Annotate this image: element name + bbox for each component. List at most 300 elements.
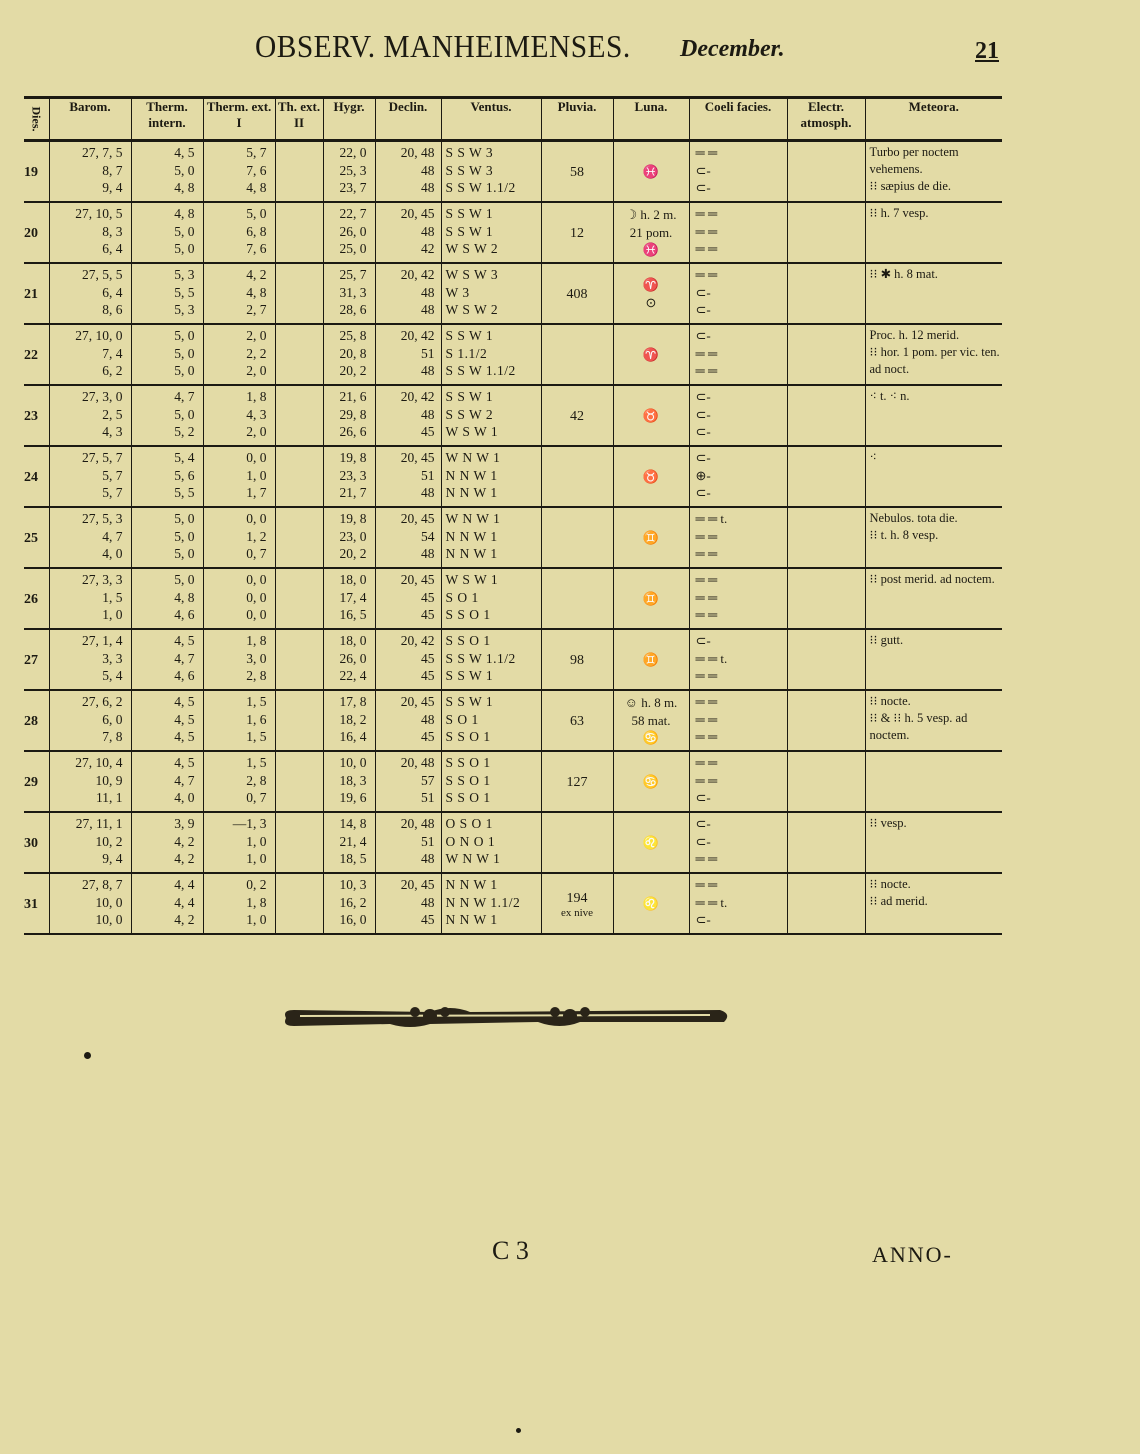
- cell-hygr: [323, 751, 375, 812]
- cell-coeli-line: ═ ═: [695, 241, 718, 256]
- cell-therm-ext2: [275, 141, 323, 203]
- table-header-row: [24, 98, 1002, 141]
- cell-coeli-line: ⊂-: [695, 485, 711, 500]
- cell-barom-line: 27, 5, 7: [82, 450, 123, 465]
- pluvia-value: 127: [566, 774, 588, 790]
- cell-day: 26: [24, 568, 49, 629]
- cell-declin: [375, 141, 441, 203]
- col-header-therm-intern: Therm. intern.: [131, 98, 203, 141]
- pluvia-value: 63: [570, 713, 584, 729]
- cell-ventus: [441, 751, 541, 812]
- cell-declin-line: 48: [421, 302, 435, 317]
- cell-hygr-line: 25, 8: [339, 328, 367, 343]
- cell-declin: [375, 324, 441, 385]
- cell-coeli: [689, 690, 787, 751]
- cell-declin-line: 20, 42: [400, 328, 435, 343]
- cell-hygr: [323, 812, 375, 873]
- cell-meteora-line: ⁝⁝ & ⁝⁝ h. 5 vesp. ad noctem.: [869, 711, 968, 742]
- cell-declin: [375, 568, 441, 629]
- cell-coeli: [689, 568, 787, 629]
- cell-hygr-line: 22, 7: [339, 206, 367, 221]
- cell-ventus-line: O N O 1: [445, 833, 496, 849]
- cell-therm-ext1-line: 1, 2: [246, 528, 267, 544]
- cell-therm-ext1-line: 1, 5: [246, 694, 267, 709]
- cell-therm-ext2: [275, 812, 323, 873]
- cell-pluvia: [541, 812, 613, 873]
- cell-barom: [49, 507, 131, 568]
- cell-barom: [49, 751, 131, 812]
- cell-luna-line: ♌: [642, 834, 660, 850]
- cell-therm-intern-line: 5, 0: [174, 528, 195, 544]
- col-header-luna: Luna.: [613, 98, 689, 141]
- cell-meteora: [865, 202, 1002, 263]
- cell-barom-line: 3, 3: [102, 650, 123, 666]
- cell-luna-line: ♈: [642, 346, 660, 362]
- cell-therm-intern-line: 4, 5: [174, 711, 195, 727]
- cell-ventus-line: S S W 1.1/2: [445, 363, 516, 378]
- cell-therm-intern-line: 5, 3: [174, 302, 195, 317]
- cell-pluvia: [541, 629, 613, 690]
- cell-hygr-line: 14, 8: [339, 816, 367, 831]
- col-header-coeli: Coeli facies.: [689, 98, 787, 141]
- cell-therm-intern: [131, 568, 203, 629]
- cell-therm-ext2: [275, 263, 323, 324]
- cell-therm-intern-line: 4, 8: [174, 206, 195, 221]
- cell-hygr: [323, 263, 375, 324]
- cell-declin-line: 48: [421, 223, 435, 239]
- page-month: December.: [680, 36, 785, 62]
- cell-hygr-line: 26, 6: [339, 424, 367, 439]
- cell-therm-intern-line: 5, 0: [174, 345, 195, 361]
- cell-luna: [613, 141, 689, 203]
- cell-ventus-line: S 1.1/2: [445, 345, 488, 361]
- cell-hygr-line: 21, 7: [339, 485, 367, 500]
- col-header-meteora: Meteora.: [865, 98, 1002, 141]
- cell-hygr-line: 18, 5: [339, 851, 367, 866]
- cell-meteora-line: ⁝⁝ sæpius de die.: [869, 179, 952, 193]
- pluvia-value: 42: [570, 408, 584, 424]
- cell-therm-ext1-line: 2, 8: [246, 772, 267, 788]
- cell-electr: [787, 324, 865, 385]
- cell-therm-ext1: [203, 202, 275, 263]
- cell-therm-intern-line: 4, 6: [174, 607, 195, 622]
- cell-coeli-line: ⊂-: [695, 450, 711, 465]
- cell-coeli-line: ═ ═: [695, 206, 718, 221]
- cell-declin-line: 54: [421, 528, 435, 544]
- cell-ventus: [441, 202, 541, 263]
- cell-coeli-line: ═ ═: [695, 572, 718, 587]
- cell-luna-line: ♊: [642, 529, 660, 545]
- cell-pluvia: [541, 507, 613, 568]
- table-row: [24, 873, 1002, 934]
- cell-declin-line: 48: [421, 485, 435, 500]
- cell-ventus-line: W S W 1: [445, 572, 499, 587]
- table-row: [24, 690, 1002, 751]
- table-row: [24, 812, 1002, 873]
- cell-declin-line: 20, 48: [400, 145, 435, 160]
- pluvia-note: ex nive: [560, 907, 594, 920]
- cell-meteora-line: ⁝⁝ gutt.: [869, 633, 904, 647]
- cell-therm-ext1-line: 1, 0: [246, 912, 267, 927]
- cell-therm-ext1-line: 0, 7: [246, 546, 267, 561]
- cell-therm-intern-line: 5, 0: [174, 511, 195, 526]
- cell-luna-line: ⊙: [645, 294, 657, 310]
- cell-barom: [49, 263, 131, 324]
- cell-declin-line: 57: [421, 772, 435, 788]
- cell-ventus-line: S S W 1: [445, 694, 494, 709]
- cell-ventus-line: W N W 1: [445, 511, 501, 526]
- cell-declin-line: 20, 48: [400, 755, 435, 770]
- cell-therm-intern: [131, 751, 203, 812]
- cell-coeli-line: ═ ═: [695, 694, 718, 709]
- cell-coeli-line: ═ ═: [695, 223, 718, 239]
- cell-hygr-line: 21, 4: [339, 833, 367, 849]
- cell-meteora: [865, 690, 1002, 751]
- page-header: [0, 28, 1140, 74]
- cell-ventus: [441, 812, 541, 873]
- cell-declin-line: 48: [421, 851, 435, 866]
- cell-declin-line: 48: [421, 284, 435, 300]
- cell-hygr-line: 10, 0: [339, 755, 367, 770]
- cell-hygr-line: 20, 2: [339, 546, 367, 561]
- cell-ventus: [441, 690, 541, 751]
- cell-hygr-line: 29, 8: [339, 406, 367, 422]
- cell-therm-ext1-line: 1, 6: [246, 711, 267, 727]
- cell-therm-intern-line: 5, 0: [174, 162, 195, 178]
- cell-meteora: [865, 507, 1002, 568]
- table-row: [24, 141, 1002, 203]
- table-row: [24, 324, 1002, 385]
- cell-coeli-line: ⊂-: [695, 302, 711, 317]
- cell-meteora-line: ⁖ t. ⁖ n.: [869, 389, 910, 403]
- cell-declin-line: 20, 45: [400, 511, 435, 526]
- cell-ventus-line: N N W 1: [445, 912, 498, 927]
- cell-therm-ext1-line: 4, 8: [246, 180, 267, 195]
- cell-barom-line: 27, 5, 5: [82, 267, 123, 282]
- cell-day: 20: [24, 202, 49, 263]
- cell-therm-intern-line: 4, 5: [174, 633, 195, 648]
- cell-therm-ext1-line: 2, 7: [246, 302, 267, 317]
- cell-coeli-line: ═ ═: [695, 589, 718, 605]
- cell-luna-line: ☽ h. 2 m.: [625, 207, 677, 223]
- cell-therm-ext1-line: 5, 0: [246, 206, 267, 221]
- cell-electr: [787, 141, 865, 203]
- cell-therm-ext1-line: 0, 0: [246, 607, 267, 622]
- cell-ventus-line: W N W 1: [445, 450, 501, 465]
- cell-therm-ext2: [275, 629, 323, 690]
- cell-ventus: [441, 385, 541, 446]
- cell-hygr-line: 17, 8: [339, 694, 367, 709]
- cell-therm-ext1-line: 7, 6: [246, 241, 267, 256]
- table-row: [24, 568, 1002, 629]
- cell-hygr-line: 31, 3: [339, 284, 367, 300]
- cell-therm-intern-line: 5, 0: [174, 363, 195, 378]
- cell-hygr-line: 18, 2: [339, 711, 367, 727]
- cell-therm-ext2: [275, 751, 323, 812]
- cell-ventus-line: S S W 3: [445, 145, 494, 160]
- cell-pluvia: [541, 324, 613, 385]
- cell-therm-intern-line: 5, 5: [174, 284, 195, 300]
- cell-barom-line: 27, 10, 0: [75, 328, 123, 343]
- cell-coeli-line: ═ ═: [695, 607, 718, 622]
- cell-hygr-line: 16, 4: [339, 729, 367, 744]
- cell-hygr: [323, 629, 375, 690]
- cell-meteora: [865, 629, 1002, 690]
- cell-meteora: [865, 141, 1002, 203]
- cell-luna: [613, 629, 689, 690]
- cell-therm-ext1: [203, 751, 275, 812]
- cell-declin-line: 48: [421, 894, 435, 910]
- cell-barom: [49, 568, 131, 629]
- table-row: [24, 751, 1002, 812]
- cell-declin-line: 48: [421, 546, 435, 561]
- cell-coeli: [689, 385, 787, 446]
- cell-luna: [613, 263, 689, 324]
- cell-hygr: [323, 568, 375, 629]
- cell-hygr-line: 18, 0: [339, 633, 367, 648]
- cell-coeli-line: ═ ═ t.: [695, 894, 728, 910]
- cell-therm-intern-line: 4, 7: [174, 772, 195, 788]
- cell-luna: [613, 324, 689, 385]
- observations-table: [24, 96, 1002, 935]
- cell-barom-line: 11, 1: [96, 790, 123, 805]
- cell-therm-ext1: [203, 141, 275, 203]
- cell-coeli: [689, 141, 787, 203]
- cell-therm-ext2: [275, 690, 323, 751]
- cell-ventus: [441, 507, 541, 568]
- cell-barom: [49, 324, 131, 385]
- cell-barom-line: 9, 4: [102, 180, 123, 195]
- cell-therm-ext1: [203, 812, 275, 873]
- cell-ventus-line: N N W 1: [445, 467, 498, 483]
- cell-hygr-line: 22, 0: [339, 145, 367, 160]
- cell-barom: [49, 446, 131, 507]
- cell-meteora: [865, 568, 1002, 629]
- cell-coeli-line: ⊂-: [695, 633, 711, 648]
- cell-luna-line: ♉: [642, 468, 660, 484]
- cell-ventus: [441, 873, 541, 934]
- cell-meteora: [865, 263, 1002, 324]
- cell-barom-line: 6, 0: [102, 711, 123, 727]
- cell-ventus-line: W S W 1: [445, 424, 499, 439]
- cell-barom-line: 27, 5, 3: [82, 511, 123, 526]
- cell-luna: [613, 751, 689, 812]
- cell-therm-ext1-line: 0, 2: [246, 877, 267, 892]
- col-header-electr: Electr. atmosph.: [787, 98, 865, 141]
- cell-electr: [787, 202, 865, 263]
- cell-luna-line: ♈: [642, 277, 660, 292]
- cell-therm-ext2: [275, 385, 323, 446]
- col-header-dies: Dies.: [24, 98, 49, 141]
- cell-barom-line: 9, 4: [102, 851, 123, 866]
- cell-hygr-line: 21, 6: [339, 389, 367, 404]
- cell-therm-intern-line: 5, 6: [174, 467, 195, 483]
- cell-ventus-line: S S W 1: [445, 389, 494, 404]
- cell-barom-line: 4, 0: [102, 546, 123, 561]
- cell-therm-intern-line: 4, 2: [174, 912, 195, 927]
- cell-therm-ext1-line: 2, 0: [246, 424, 267, 439]
- pluvia-value: 408: [566, 286, 588, 302]
- cell-therm-ext2: [275, 202, 323, 263]
- pluvia-value: 58: [570, 164, 584, 180]
- col-header-therm-ext1: Therm. ext. I: [203, 98, 275, 141]
- cell-ventus-line: S S O 1: [445, 633, 491, 648]
- cell-barom-line: 5, 7: [102, 467, 123, 483]
- cell-therm-ext1-line: 1, 7: [246, 485, 267, 500]
- cell-day: 23: [24, 385, 49, 446]
- cell-meteora-line: ⁝⁝ ✱ h. 8 mat.: [869, 267, 938, 281]
- cell-therm-ext1-line: 6, 8: [246, 223, 267, 239]
- cell-luna-line: ♓: [642, 242, 660, 258]
- cell-therm-ext1: [203, 324, 275, 385]
- cell-coeli-line: ⊂-: [695, 162, 711, 178]
- cell-barom-line: 7, 4: [102, 345, 123, 361]
- cell-luna-line: 21 pom.: [629, 224, 673, 240]
- table-row: [24, 385, 1002, 446]
- cell-ventus-line: S S O 1: [445, 607, 491, 622]
- cell-therm-ext1-line: 2, 0: [246, 363, 267, 378]
- cell-hygr-line: 25, 7: [339, 267, 367, 282]
- cell-therm-ext1-line: 0, 0: [246, 511, 267, 526]
- cell-day: 24: [24, 446, 49, 507]
- cell-therm-ext1-line: 2, 2: [246, 345, 267, 361]
- cell-therm-intern-line: 4, 5: [174, 145, 195, 160]
- pluvia-value: 194: [566, 890, 588, 906]
- cell-luna-line: ♉: [642, 407, 660, 423]
- table-body: [24, 141, 1002, 935]
- cell-meteora-line: ⁝⁝ nocte.: [869, 877, 911, 891]
- cell-declin: [375, 751, 441, 812]
- cell-meteora-line: ⁝⁝ vesp.: [869, 816, 907, 830]
- cell-day: 29: [24, 751, 49, 812]
- cell-barom-line: 27, 8, 7: [82, 877, 123, 892]
- cell-therm-intern-line: 5, 0: [174, 328, 195, 343]
- cell-coeli-line: ═ ═: [695, 755, 718, 770]
- cell-declin: [375, 507, 441, 568]
- cell-declin-line: 48: [421, 711, 435, 727]
- cell-hygr: [323, 385, 375, 446]
- cell-therm-ext1: [203, 690, 275, 751]
- cell-coeli-line: ⊂-: [695, 328, 711, 343]
- cell-luna: [613, 690, 689, 751]
- cell-day: 28: [24, 690, 49, 751]
- cell-pluvia: [541, 568, 613, 629]
- cell-therm-ext1: [203, 263, 275, 324]
- cell-barom-line: 7, 8: [102, 729, 123, 744]
- cell-meteora: [865, 751, 1002, 812]
- cell-coeli-line: ⊂-: [695, 284, 711, 300]
- cell-barom: [49, 629, 131, 690]
- cell-therm-ext2: [275, 324, 323, 385]
- cell-therm-intern: [131, 446, 203, 507]
- cell-therm-ext1-line: 4, 2: [246, 267, 267, 282]
- cell-therm-ext2: [275, 873, 323, 934]
- col-header-therm-ext2: Th. ext. II: [275, 98, 323, 141]
- cell-declin: [375, 202, 441, 263]
- cell-luna: [613, 507, 689, 568]
- cell-pluvia: [541, 385, 613, 446]
- cell-day: 19: [24, 141, 49, 203]
- cell-therm-ext1-line: 1, 8: [246, 389, 267, 404]
- cell-therm-intern-line: 3, 9: [174, 816, 195, 831]
- col-header-hygr: Hygr.: [323, 98, 375, 141]
- cell-pluvia: [541, 446, 613, 507]
- cell-therm-intern-line: 4, 8: [174, 589, 195, 605]
- cell-hygr-line: 18, 3: [339, 772, 367, 788]
- cell-ventus-line: N N W 1: [445, 528, 498, 544]
- cell-declin-line: 20, 45: [400, 572, 435, 587]
- cell-declin-line: 20, 45: [400, 450, 435, 465]
- cell-barom: [49, 385, 131, 446]
- cell-declin-line: 51: [421, 790, 435, 805]
- cell-electr: [787, 507, 865, 568]
- cell-therm-ext1-line: 4, 3: [246, 406, 267, 422]
- cell-declin-line: 51: [421, 467, 435, 483]
- cell-coeli-line: ⊂-: [695, 790, 711, 805]
- table-row: [24, 446, 1002, 507]
- cell-hygr-line: 26, 0: [339, 223, 367, 239]
- cell-ventus-line: S S W 2: [445, 406, 494, 422]
- cell-luna-line: ☺ h. 8 m.: [624, 695, 678, 711]
- cell-coeli-line: ═ ═ t.: [695, 650, 728, 666]
- cell-therm-ext1-line: 1, 8: [246, 894, 267, 910]
- cell-barom-line: 27, 3, 0: [82, 389, 123, 404]
- cell-electr: [787, 690, 865, 751]
- cell-hygr-line: 16, 2: [339, 894, 367, 910]
- cell-hygr-line: 17, 4: [339, 589, 367, 605]
- cell-barom-line: 5, 7: [102, 485, 123, 500]
- cell-therm-ext1-line: 0, 7: [246, 790, 267, 805]
- cell-therm-intern: [131, 263, 203, 324]
- cell-therm-ext1-line: 1, 5: [246, 729, 267, 744]
- cell-therm-intern: [131, 812, 203, 873]
- cell-ventus: [441, 568, 541, 629]
- cell-hygr-line: 19, 8: [339, 450, 367, 465]
- cell-barom-line: 1, 0: [102, 607, 123, 622]
- cell-meteora-line: ⁝⁝ post merid. ad noctem.: [869, 572, 995, 586]
- cell-therm-intern-line: 5, 4: [174, 450, 195, 465]
- cell-ventus-line: S S W 1.1/2: [445, 180, 516, 195]
- cell-therm-ext1-line: 0, 0: [246, 450, 267, 465]
- cell-barom-line: 8, 6: [102, 302, 123, 317]
- cell-therm-ext1-line: 5, 7: [246, 145, 267, 160]
- cell-coeli-line: ═ ═: [695, 546, 718, 561]
- cell-declin-line: 20, 45: [400, 877, 435, 892]
- cell-hygr: [323, 690, 375, 751]
- cell-ventus-line: W S W 2: [445, 302, 499, 317]
- cell-barom-line: 2, 5: [102, 406, 123, 422]
- cell-meteora-line: Nebulos. tota die.: [869, 511, 958, 525]
- cell-coeli-line: ⊂-: [695, 406, 711, 422]
- cell-therm-intern-line: 5, 0: [174, 406, 195, 422]
- table-row: [24, 202, 1002, 263]
- cell-pluvia: [541, 263, 613, 324]
- cell-barom-line: 5, 4: [102, 668, 123, 683]
- cell-therm-intern-line: 5, 0: [174, 546, 195, 561]
- cell-luna-line: ♋: [642, 773, 660, 789]
- cell-hygr-line: 23, 3: [339, 467, 367, 483]
- cell-ventus-line: N N W 1.1/2: [445, 894, 521, 910]
- cell-therm-intern: [131, 385, 203, 446]
- cell-therm-intern-line: 5, 3: [174, 267, 195, 282]
- cell-luna: [613, 812, 689, 873]
- cell-therm-ext1-line: 1, 0: [246, 833, 267, 849]
- cell-meteora-line: ⁝⁝ hor. 1 pom. per vic. ten. ad noct.: [869, 345, 1000, 376]
- cell-luna-line: ♌: [642, 895, 660, 911]
- cell-luna-line: 58 mat.: [631, 712, 671, 728]
- cell-therm-intern: [131, 202, 203, 263]
- cell-coeli-line: ═ ═: [695, 267, 718, 282]
